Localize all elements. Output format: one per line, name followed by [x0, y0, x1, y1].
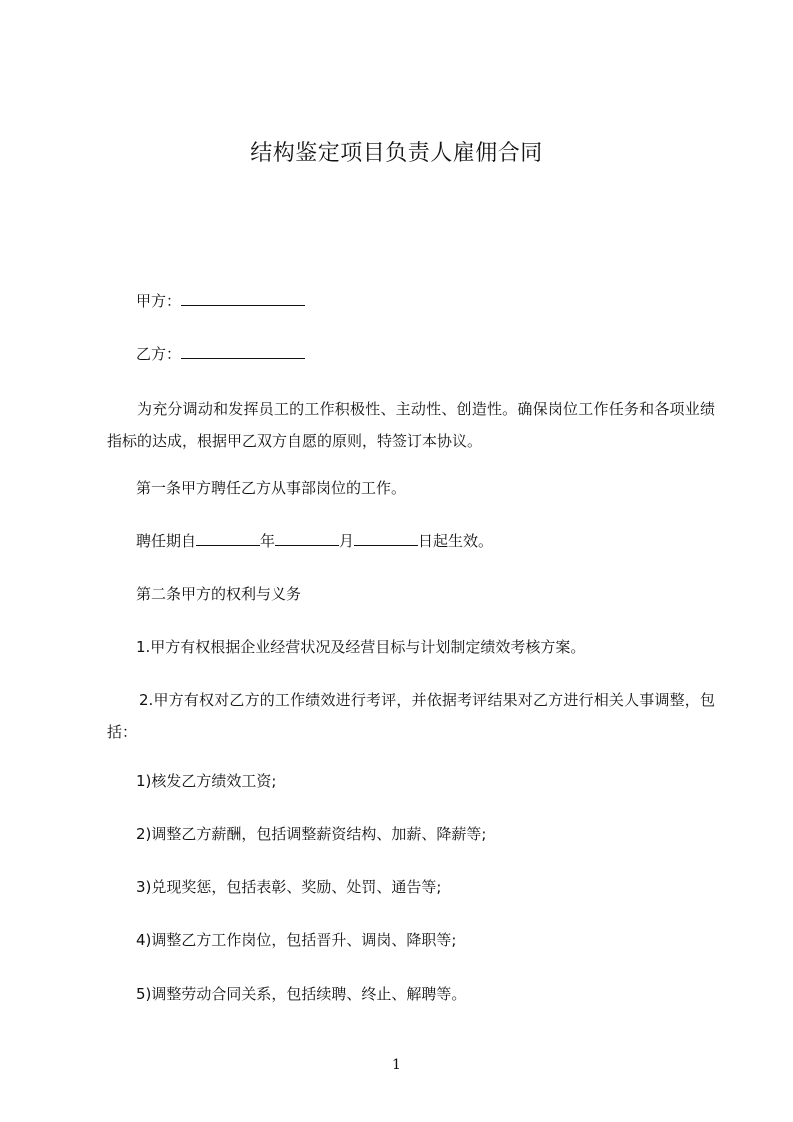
document-title: 结构鉴定项目负责人雇佣合同	[250, 141, 543, 166]
party-a-blank	[181, 291, 305, 306]
party-b-blank	[181, 344, 305, 359]
item-1: 1.甲方有权根据企业经营状况及经营目标与计划制定绩效考核方案。	[136, 638, 586, 656]
intro-paragraph: 为充分调动和发挥员工的工作积极性、主动性、创造性。确保岗位工作任务和各项业绩指标的达成，根据甲乙双方自愿的原则，特签订本协议。	[107, 400, 715, 450]
sub-item: 3)兑现奖惩，包括表彰、奖励、处罚、通告等;	[136, 878, 442, 896]
party-b-line	[136, 344, 305, 364]
article-1: 第一条甲方聘任乙方从事部岗位的工作。	[136, 479, 407, 497]
page-number: 1	[392, 1057, 401, 1073]
article-2: 第二条甲方的权利与义务	[136, 585, 302, 603]
term-month-label: 月	[339, 532, 355, 550]
party-a-line	[136, 291, 305, 311]
sub-item: 5)调整劳动合同关系，包括续聘、终止、解聘等。	[136, 985, 467, 1003]
sub-item: 2)调整乙方薪酬，包括调整薪资结构、加薪、降薪等;	[136, 825, 487, 843]
term-year-label: 年	[260, 532, 276, 550]
term-month-blank	[275, 531, 339, 546]
item-2: 2.甲方有权对乙方的工作绩效进行考评，并依据考评结果对乙方进行相关人事调整，包括：	[107, 691, 715, 741]
term-prefix: 聘任期自	[136, 532, 197, 550]
term-line	[136, 531, 493, 551]
party-b-label: 乙方：	[136, 345, 182, 363]
sub-item: 1)核发乙方绩效工资;	[136, 772, 277, 790]
party-a-label: 甲方：	[136, 292, 182, 310]
term-day-suffix: 日起生效。	[418, 532, 494, 550]
term-day-blank	[354, 531, 418, 546]
term-year-blank	[196, 531, 260, 546]
sub-item: 4)调整乙方工作岗位，包括晋升、调岗、降职等;	[136, 931, 457, 949]
